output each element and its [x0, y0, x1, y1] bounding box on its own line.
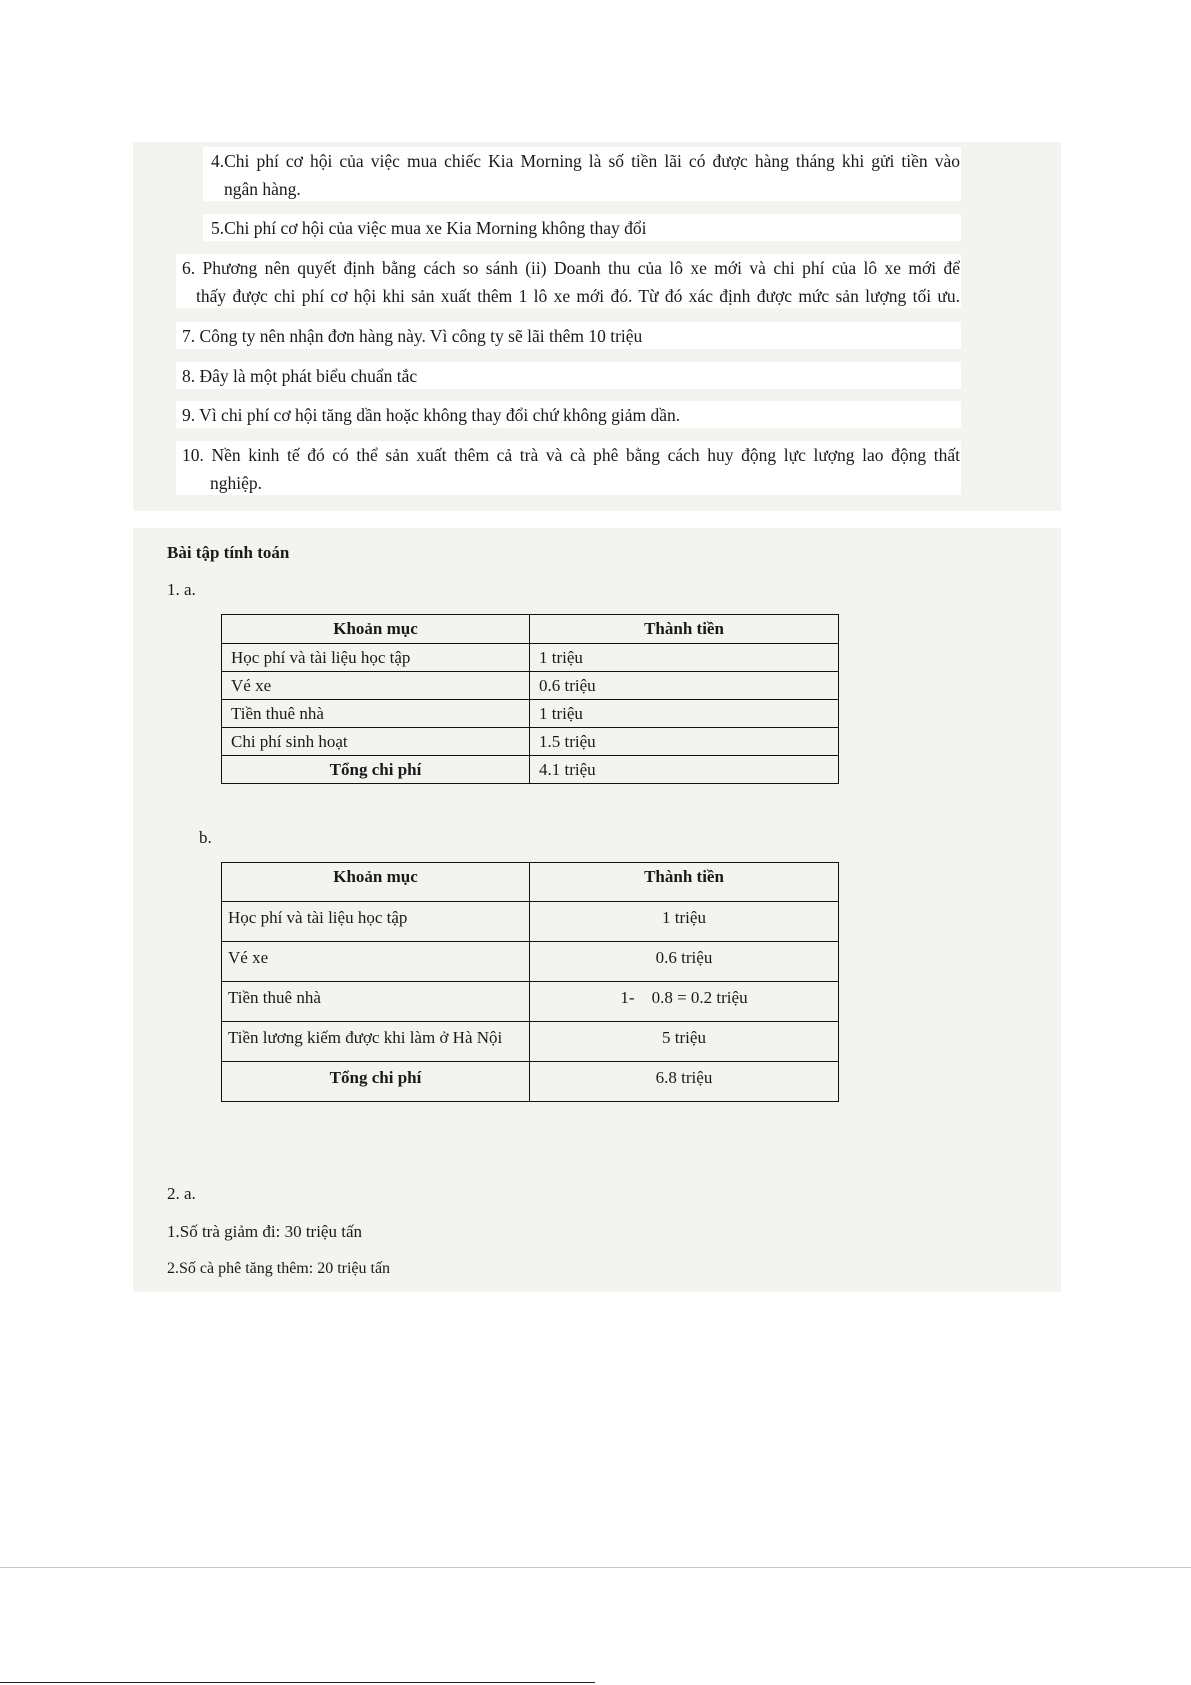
table-row	[222, 700, 839, 728]
table-row	[222, 982, 839, 1022]
table-cell: 6.8 triệu	[530, 1062, 839, 1102]
table-cell: 4.1 triệu	[530, 756, 839, 784]
table-cell: Tiền thuê nhà	[222, 982, 530, 1022]
table-row	[222, 672, 839, 700]
table-cell: Vé xe	[222, 672, 530, 700]
item4-line1: 4.Chi phí cơ hội của việc mua chiếc Kia Morning là số tiền lãi có được hàng tháng khi gửi tiền vào	[211, 151, 960, 171]
table-cell: Chi phí sinh hoạt	[222, 728, 530, 756]
question1b-label: b.	[199, 828, 212, 847]
table-row	[222, 1022, 839, 1062]
item10-line2: nghiệp.	[210, 473, 263, 493]
column-header: Khoản mục	[222, 863, 530, 902]
item6-line1: 6. Phương nên quyết định bằng cách so sánh (ii) Doanh thu của lô xe mới và chi phí của lô xe mới để	[182, 258, 960, 278]
table-row	[222, 644, 839, 672]
table-cell: 0.6 triệu	[530, 942, 839, 982]
item4-line2: ngân hàng.	[224, 179, 301, 199]
column-header: Thành tiền	[530, 615, 839, 644]
table-header-row	[222, 615, 839, 644]
item5: 5.Chi phí cơ hội của việc mua xe Kia Morning không thay đổi	[211, 218, 647, 238]
page-divider	[0, 1567, 1191, 1568]
table-a	[221, 614, 839, 784]
table-row	[222, 902, 839, 942]
question1-label: 1. a.	[167, 580, 196, 599]
table-cell: Học phí và tài liệu học tập	[222, 902, 530, 942]
column-header: Thành tiền	[530, 863, 839, 902]
question2-label: 2. a.	[167, 1184, 196, 1203]
footer-rule	[0, 1682, 595, 1683]
table-header-row	[222, 863, 839, 902]
table-cell: 5 triệu	[530, 1022, 839, 1062]
section-heading: Bài tập tính toán	[167, 543, 290, 562]
table-cell: Tiền thuê nhà	[222, 700, 530, 728]
answer-line: 1.Số trà giảm đi: 30 triệu tấn	[167, 1222, 362, 1241]
item7: 7. Công ty nên nhận đơn hàng này. Vì công ty sẽ lãi thêm 10 triệu	[182, 326, 643, 346]
table-cell: Tổng chi phí	[222, 756, 530, 784]
item6-line2: thấy được chi phí cơ hội khi sản xuất thêm 1 lô xe mới đó. Từ đó xác định được mức sản lượng tối ưu.	[196, 286, 960, 306]
table-cell: Tổng chi phí	[222, 1062, 530, 1102]
column-header: Khoản mục	[222, 615, 530, 644]
table-cell: 1 triệu	[530, 902, 839, 942]
table-total-row	[222, 1062, 839, 1102]
item10-line1: 10. Nền kinh tế đó có thể sản xuất thêm cả trà và cà phê bằng cách huy động lực lượng lao động thất	[182, 445, 960, 465]
table-total-row	[222, 756, 839, 784]
item9: 9. Vì chi phí cơ hội tăng dần hoặc không thay đổi chứ không giảm dần.	[182, 405, 681, 425]
table-cell: 1 triệu	[530, 644, 839, 672]
table-cell: 0.6 triệu	[530, 672, 839, 700]
table-b	[221, 862, 839, 1102]
table-cell: Học phí và tài liệu học tập	[222, 644, 530, 672]
table-row	[222, 942, 839, 982]
table-cell: 1 triệu	[530, 700, 839, 728]
table-row	[222, 728, 839, 756]
table-cell: Vé xe	[222, 942, 530, 982]
item8: 8. Đây là một phát biểu chuẩn tắc	[182, 366, 418, 386]
table-cell: 1.5 triệu	[530, 728, 839, 756]
table-cell: 1- 0.8 = 0.2 triệu	[530, 982, 839, 1022]
table-cell: Tiền lương kiếm được khi làm ở Hà Nội	[222, 1022, 530, 1062]
answer-line: 2.Số cà phê tăng thêm: 20 triệu tấn	[167, 1260, 391, 1277]
